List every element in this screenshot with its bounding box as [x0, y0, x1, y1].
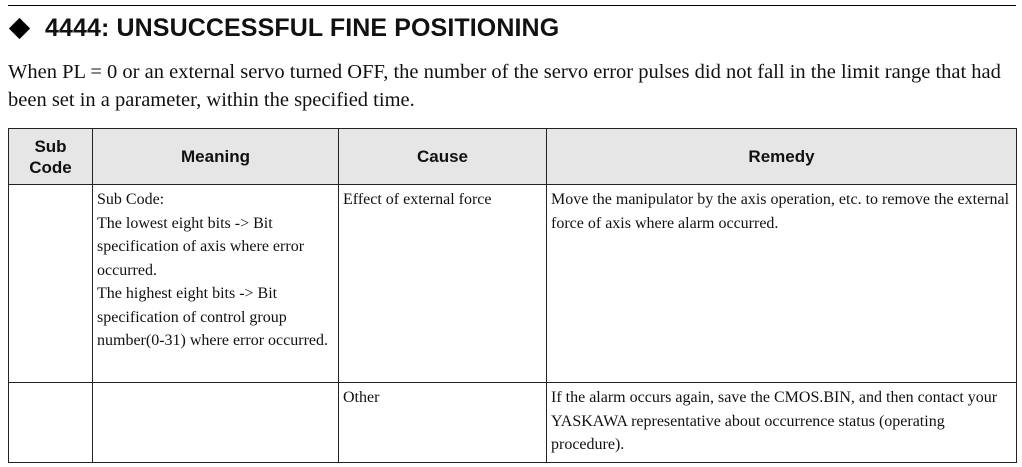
header-cause: Cause [339, 129, 547, 185]
alarm-title: 4444: UNSUCCESSFUL FINE POSITIONING [45, 13, 560, 42]
diamond-bullet-icon [9, 17, 30, 38]
cell-cause: Other [339, 383, 547, 463]
table-row [9, 383, 1017, 463]
alarm-heading [8, 12, 559, 44]
cell-cause: Effect of external force [339, 185, 547, 383]
header-remedy: Remedy [547, 129, 1017, 185]
table-header-row [9, 129, 1017, 185]
header-sub-code: Sub Code [9, 129, 93, 185]
alarm-table [8, 128, 1017, 463]
cell-sub-code [9, 383, 93, 463]
cell-meaning [93, 383, 339, 463]
alarm-description: When PL = 0 or an external servo turned OFF, the number of the servo error pulses did not fall in the limit range that had been set in a parameter, within the specified time. [8, 61, 1001, 111]
header-meaning: Meaning [93, 129, 339, 185]
meaning-line: Sub Code: [97, 191, 165, 208]
cell-remedy: If the alarm occurs again, save the CMOS.BIN, and then contact your YASKAWA representative about occurrence status (operating procedure). [547, 383, 1017, 463]
table-row [9, 185, 1017, 383]
cell-remedy: Move the manipulator by the axis operation, etc. to remove the external force of axis where alarm occurred. [547, 185, 1017, 383]
top-rule [8, 5, 1016, 6]
cell-meaning [93, 185, 339, 383]
cell-sub-code [9, 185, 93, 383]
meaning-line: The highest eight bits -> Bit specification of control group number(0-31) where error occurred. [97, 285, 328, 349]
meaning-line: The lowest eight bits -> Bit specification of axis where error occurred. [97, 214, 305, 279]
